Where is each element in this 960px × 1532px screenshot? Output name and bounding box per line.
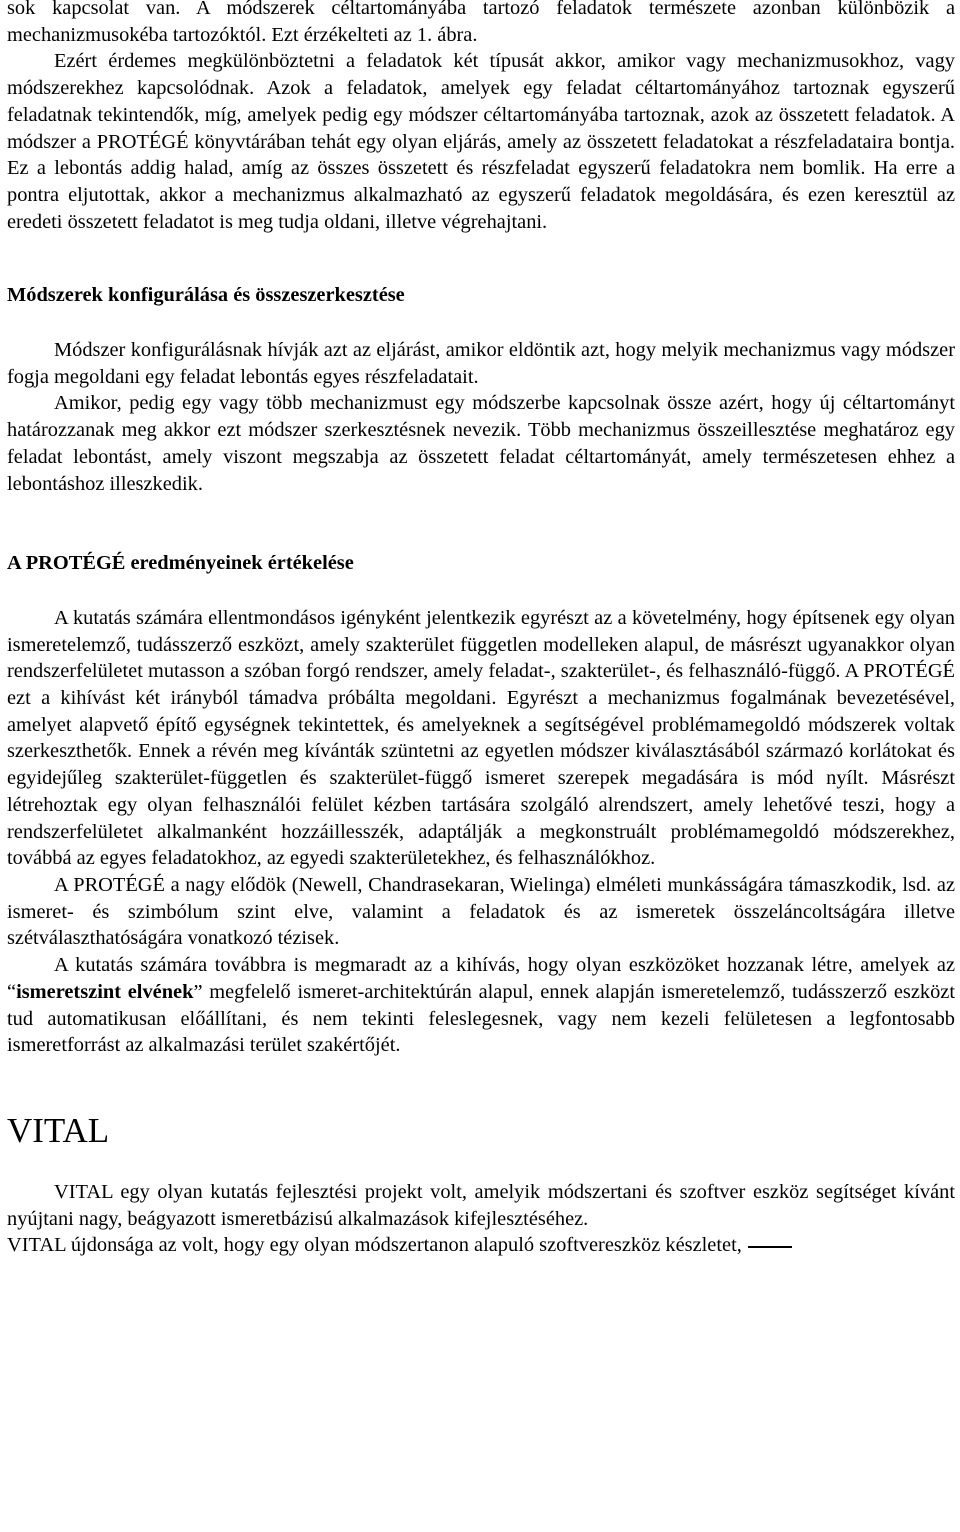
evaluation-paragraph-3 bbox=[7, 952, 955, 1059]
vital-paragraph-2 bbox=[7, 1232, 955, 1259]
evaluation-paragraph-2: A PROTÉGÉ a nagy elődök (Newell, Chandrasekaran, Wielinga) elméleti munkásságára támaszkodik, lsd. az ismeret- és szimbólum szint elve, valamint a feladatok és az ismeretek összeláncoltságára illetve szétválaszthatóságára vonatkozó tézisek. bbox=[7, 873, 955, 950]
vital-p2-text: VITAL újdonsága az volt, hogy egy olyan módszertanon alapuló szoftvereszköz készletet, bbox=[7, 1234, 742, 1257]
evaluation-p3-before: A kutatás számára továbbra is megmaradt az a kihívás, hogy olyan eszközöket hozzanak létre, amelyek az “ bbox=[7, 954, 955, 1003]
intro-paragraph-2: Ezért érdemes megkülönböztetni a feladatok két típusát akkor, amikor vagy mechanizmusokhoz, vagy módszerekhez kapcsolódnak. Azok a feladatok, amelyek egy feladat céltartományához tartoznak egyszerű feladatnak tekintendők, míg, amelyek pedig egy módszer céltartományába tartoznak, azok az összetett feladatok. A módszer a PROTÉGÉ könyvtárában tehát egy olyan eljárás, amely az összetett feladatokat a részfeladataira bontja. Ez a lebontás addig halad, amíg az összes összetett és részfeladat egyszerű feladatokra nem bomlik. Ha erre a pontra eljutottak, akkor a mechanizmus alkalmazható az egyszerű feladatok megoldására, és ezen keresztül az eredeti összetett feladatot is meg tudja oldani, illetve végrehajtani. bbox=[7, 50, 955, 233]
evaluation-paragraph-1: A kutatás számára ellentmondásos igényként jelentkezik egyrészt az a követelmény, hogy építsenek egy olyan ismeretelemző, tudásszerző eszközt, amely szakterület független modelleken alapul, de másrészt ugyanakkor olyan rendszerfelületet mutasson a szóban forgó rendszer, amely feladat-, szakterület-, és felhasználó-függő. A PROTÉGÉ ezt a kihívást két irányból támadva próbálta megoldani. Egyrészt a mechanizmus fogalmának bevezetésével, amelyet alapvető építő egységnek tekintettek, és amelyeknek a segítségével problémamegoldó módszerek voltak szerkeszthetők. Ennek a révén meg kívánták szüntetni az egyetlen módszer kiválasztásából származó korlátokat és egyidejűleg szakterület-független és szakterület-függő ismeret szerepek megadására is mód nyílt. Másrészt létrehoztak egy olyan felhasználói felület kézben tartására szolgáló alrendszert, amely lehetővé teszi, hogy a rendszerfelületet alkalmanként hozzáillesszék, adaptálják a megkonstruált problémamegoldó módszerekhez, továbbá az egyes feladatokhoz, az egyedi szakterületekhez, és felhasználókhoz. bbox=[7, 606, 955, 870]
section-heading-evaluation: A PROTÉGÉ eredményeinek értékelése bbox=[7, 552, 354, 575]
vital-paragraph-1: VITAL egy olyan kutatás fejlesztési projekt volt, amelyik módszertani és szoftver eszköz segítséget kívánt nyújtani nagy, beágyazott ismeretbázisú alkalmazások kifejlesztéséhez. bbox=[7, 1180, 955, 1230]
evaluation-p3-after: ” megfelelő ismeret-architektúrán alapul, ennek alapján ismeretelemző, tudásszerző eszközt tud automatikusan előállítani, és nem tekinti feleslegesnek, vagy nem kezeli felületesen a legfontosabb ismeretforrást az alkalmazási terület szakértőjét. bbox=[7, 980, 955, 1057]
config-paragraph-2: Amikor, pedig egy vagy több mechanizmust egy módszerbe kapcsolnak össze azért, hogy új céltartományt határozzanak meg akkor ezt módszer szerkesztésnek nevezik. Több mechanizmus összeillesztése meghatároz egy feladat lebontást, amely viszont megszabja az összetett feladat céltartományát, amely természetesen ehhez a lebontáshoz illeszkedik. bbox=[7, 392, 955, 495]
config-paragraph-1: Módszer konfigurálásnak hívják azt az eljárást, amikor eldöntik azt, hogy melyik mechanizmus vagy módszer fogja megoldani egy feladat lebontás egyes részfeladatait. bbox=[7, 339, 955, 388]
section-heading-config: Módszerek konfigurálása és összeszerkesztése bbox=[7, 284, 405, 307]
section-heading-vital: VITAL bbox=[7, 1110, 110, 1150]
evaluation-p3-bold: ismeretszint elvének bbox=[16, 980, 194, 1003]
em-dash-rule bbox=[748, 1246, 792, 1248]
intro-paragraph-1: sok kapcsolat van. A módszerek céltartományába tartozó feladatok természete azonban különbözik a mechanizmusokéba tartozóktól. Ezt érzékelteti az 1. ábra. bbox=[7, 0, 955, 46]
document-page bbox=[7, 0, 955, 1259]
